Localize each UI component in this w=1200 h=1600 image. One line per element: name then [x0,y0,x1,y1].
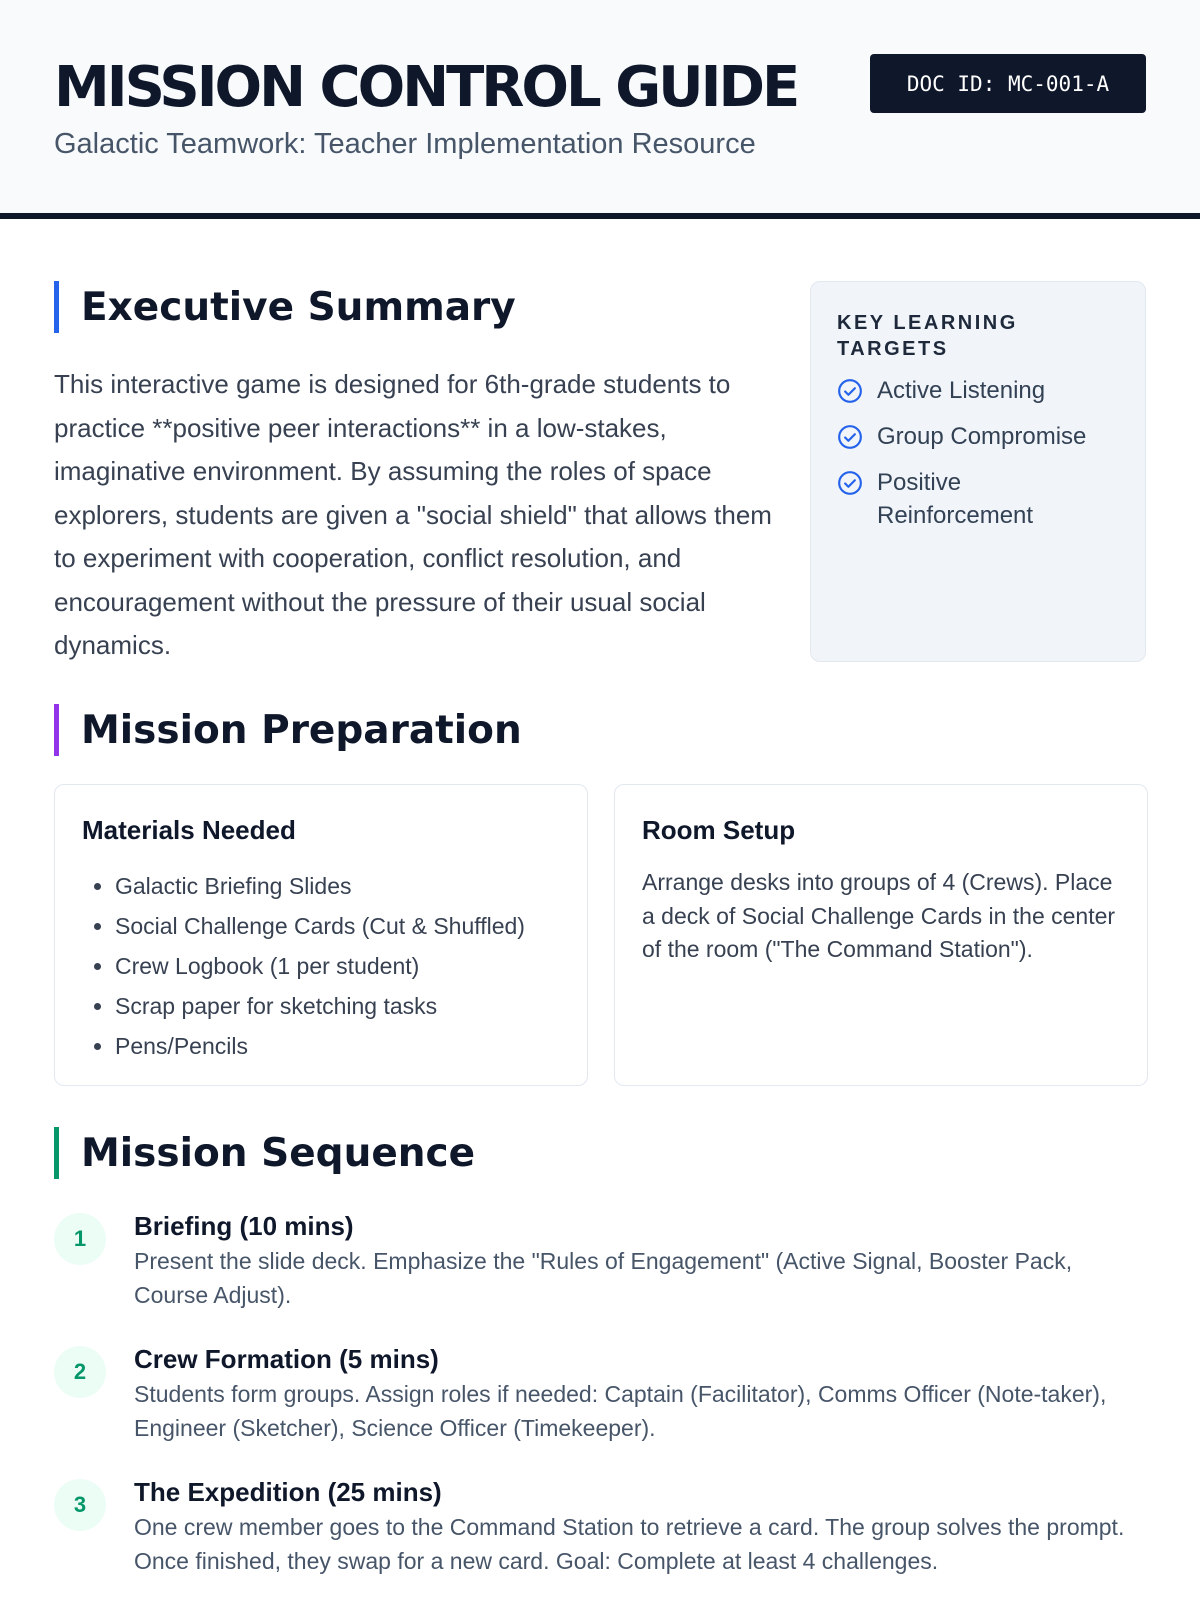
sequence-step [54,1209,1146,1312]
section-accent-bar [54,704,59,756]
materials-heading: Materials Needed [82,815,296,845]
page-subtitle: Galactic Teamwork: Teacher Implementation Resource [54,128,756,160]
learning-target-item [837,374,1119,407]
materials-list [82,866,560,1066]
section-title: Mission Sequence [81,1130,476,1176]
learning-targets-list [837,374,1119,532]
section-accent-bar [54,1127,59,1179]
section-title: Mission Preparation [81,707,522,753]
step-number-badge: 3 [54,1479,106,1531]
step-number-badge: 1 [54,1213,106,1265]
check-circle-icon [837,470,863,496]
learning-target-label: Group Compromise [877,423,1087,450]
check-circle-icon [837,424,863,450]
sequence-step [54,1342,1146,1445]
materials-item: • Scrap paper for sketching tasks [115,986,560,1026]
step-title: The Expedition (25 mins) [134,1477,442,1507]
section-accent-bar [54,281,59,333]
learning-target-item [837,466,1119,532]
learning-targets-panel [810,281,1146,662]
materials-item: • Social Challenge Cards (Cut & Shuffled) [115,906,560,946]
learning-target-label: Positive Reinforcement [877,469,1034,529]
section-mission-preparation [54,704,522,756]
page-title: MISSION CONTROL GUIDE [54,55,798,120]
summary-paragraph: This interactive game is designed for 6th-grade students to practice **positive peer interactions** in a low-stakes, imaginative environment. By assuming the roles of space explorers, students are given a "social shield" that allows them to experiment with cooperation, conflict resolution, and encouragement without the pressure of their usual social dynamics. [54,369,772,660]
materials-item: • Galactic Briefing Slides [115,866,560,906]
step-number-badge: 2 [54,1346,106,1398]
section-executive-summary [54,281,516,333]
step-description: Present the slide deck. Emphasize the "Rules of Engagement" (Active Signal, Booster Pack, Course Adjust). [134,1248,1073,1308]
materials-card [54,784,588,1086]
room-setup-text: Arrange desks into groups of 4 (Crews). Place a deck of Social Challenge Cards in the center of the room ("The Command Station"). [642,869,1116,962]
step-title: Briefing (10 mins) [134,1211,354,1241]
learning-targets-heading: KEY LEARNING TARGETS [837,312,1018,360]
learning-target-item [837,420,1119,453]
check-circle-icon [837,378,863,404]
sequence-step [54,1475,1146,1578]
room-setup-card [614,784,1148,1086]
step-title: Crew Formation (5 mins) [134,1344,439,1374]
section-mission-sequence [54,1127,475,1179]
step-description: Students form groups. Assign roles if needed: Captain (Facilitator), Comms Officer (Note-taker), Engineer (Sketcher), Science Officer (Timekeeper). [134,1381,1107,1441]
room-setup-heading: Room Setup [642,815,796,845]
materials-item: • Crew Logbook (1 per student) [115,946,560,986]
step-description: One crew member goes to the Command Station to retrieve a card. The group solves the prompt. Once finished, they swap for a new card. Goal: Complete at least 4 challenges. [134,1514,1125,1574]
materials-item: • Pens/Pencils [115,1026,560,1066]
learning-target-label: Active Listening [877,377,1046,404]
page-header [0,0,1200,219]
doc-id-badge: DOC ID: MC-001-A [870,54,1146,113]
section-title: Executive Summary [81,284,516,330]
